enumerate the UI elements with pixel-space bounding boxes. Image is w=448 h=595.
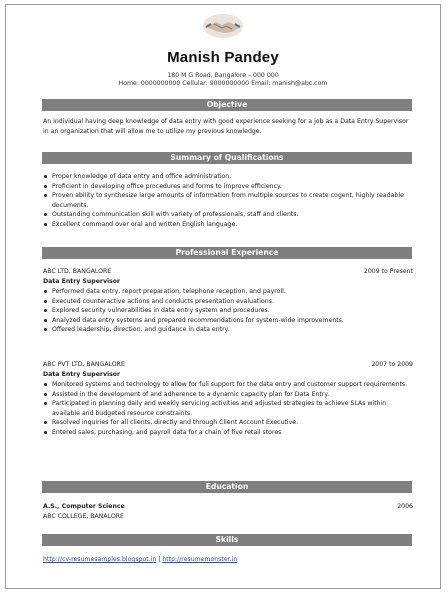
job-1-company: ABC LTD, BANGALORE <box>43 268 112 275</box>
resume-page <box>5 4 441 589</box>
footer-links <box>43 555 413 564</box>
experience-heading: Professional Experience <box>42 247 412 259</box>
job-1-title: Data Entry Supervisor <box>43 278 121 285</box>
list-item: Proven ability to synthesize large amounts of information from multiple sources to create cogent, highly readable documents. <box>43 191 415 210</box>
education-college: ABC COLLEGE, BANALORE <box>43 513 124 520</box>
objective-text: An individual having deep knowledge of data entry with good experience seeking for a job as a Data Entry Supervisor in an organization that will allow me to utilize my previous knowledge. <box>43 118 409 135</box>
contact-line: Home: 0000000000 Cellular: 9000000000 Email: manish@abc.com <box>118 80 328 87</box>
skills-heading: Skills <box>42 534 412 546</box>
footer-link-cv-resumesamples[interactable]: http://cv-resumesamples.blogspot.in <box>43 556 157 563</box>
list-item: Assisted in the development of and adherence to a dynamic capacity plan for Data Entry. <box>43 390 413 400</box>
job-2-period: 2007 to 2009 <box>371 361 413 368</box>
list-item: Resolved inquiries for all clients, directly and through Client Account Executive. <box>43 418 413 428</box>
job-2-duties <box>43 380 413 438</box>
education-entry <box>43 502 413 511</box>
job-2-title: Data Entry Supervisor <box>43 371 121 378</box>
qualifications-list <box>43 172 415 230</box>
list-item: Outstanding communication skill with variety of professionals, staff and clients. <box>43 210 415 220</box>
job-1-duties <box>43 287 415 335</box>
list-item: Offered leadership, direction, and guidance in data entry. <box>43 325 415 335</box>
list-item: Monitored systems and technology to allow for full support for the data entry and customer support requirements. <box>43 380 413 390</box>
education-heading: Education <box>42 481 412 493</box>
education-degree: A.S., Computer Science <box>43 503 125 510</box>
list-item: Analyzed data entry systems and prepared recommendations for system-wide improvements. <box>43 316 415 326</box>
objective-heading: Objective <box>42 99 412 111</box>
footer-separator: | <box>156 556 163 563</box>
list-item: Performed data entry, report preparation, telephone reception, and payroll. <box>43 287 415 297</box>
qualifications-heading: Summary of Qualifications <box>42 152 412 164</box>
list-item: Proficient in developing office procedures and forms to improve efficiency. <box>43 182 415 192</box>
job-2-header <box>43 360 413 369</box>
job-1-header <box>43 267 413 276</box>
footer-link-resumemonster[interactable]: http://resumemonster.in <box>162 556 238 563</box>
list-item: Executed counteractive actions and conducts presentation evaluations. <box>43 297 415 307</box>
address-line: 180 M G Road, Bangalore – 000 000 <box>167 72 279 79</box>
list-item: Excellent command over oral and written English language. <box>43 220 415 230</box>
job-2-company: ABC PVT LTD, BANGALORE <box>43 361 125 368</box>
handshake-icon <box>202 12 244 40</box>
list-item: Proper knowledge of data entry and office administration. <box>43 172 415 182</box>
candidate-name: Manish Pandey <box>167 49 279 66</box>
list-item: Entered sales, purchasing, and payroll data for a chain of five retail stores <box>43 428 413 438</box>
list-item: Explored security vulnerabilities in data entry system and procedures. <box>43 306 415 316</box>
list-item: Participated in planning daily and weekly servicing activities and adjusted strategies to achieve SLAs within available and budgeted resource constraints. <box>43 399 413 418</box>
job-1-period: 2009 to Present <box>363 268 413 275</box>
education-year: 2006 <box>397 503 413 510</box>
